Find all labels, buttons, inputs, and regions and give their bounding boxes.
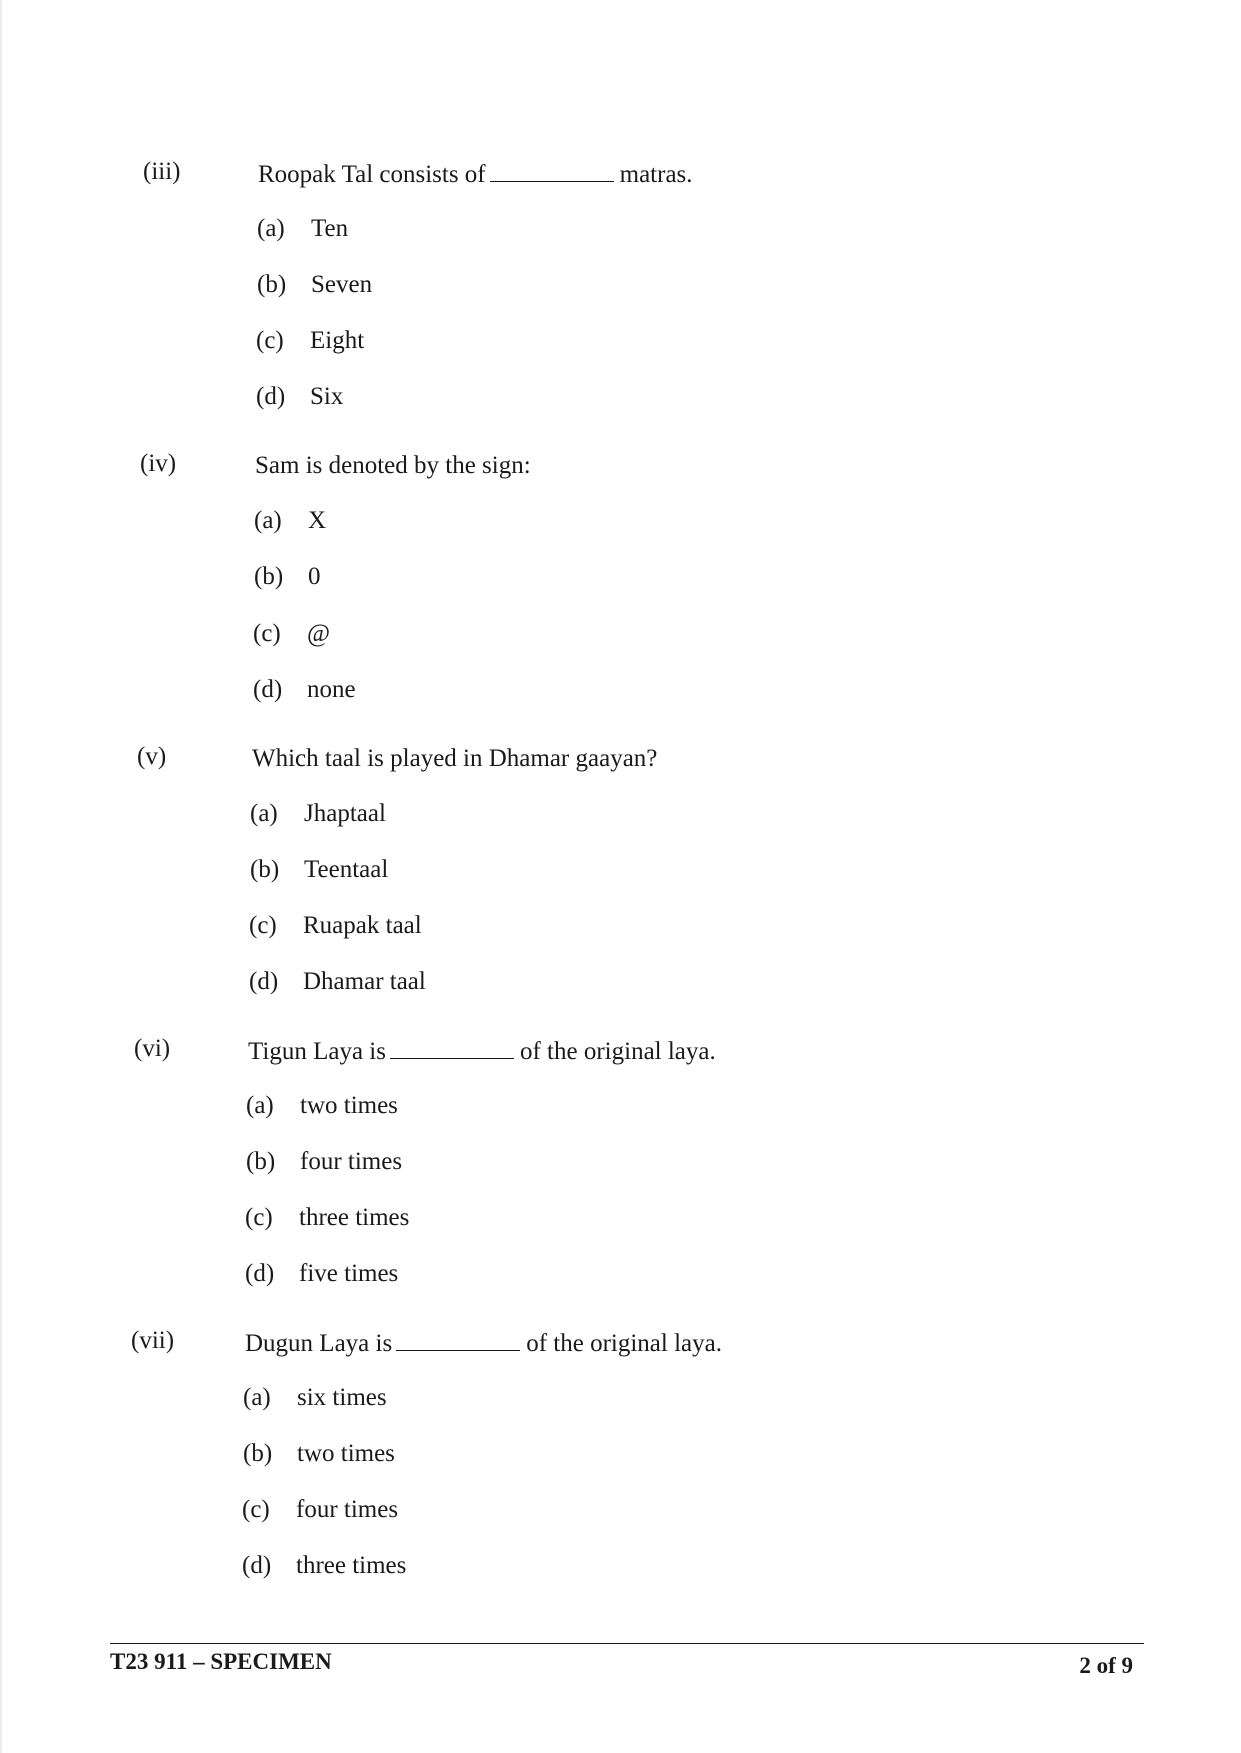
option-c: [249, 911, 422, 941]
option-c: [256, 326, 364, 356]
option-text: Ten: [311, 215, 349, 242]
question-text-after: matras.: [619, 161, 693, 188]
option-a: [250, 799, 386, 829]
option-label: (b): [243, 1440, 273, 1467]
option-text: four times: [296, 1496, 399, 1523]
option-label: (a): [254, 507, 282, 534]
option-text: five times: [299, 1260, 399, 1287]
option-text: Ruapak taal: [303, 912, 422, 939]
option-a: [254, 506, 326, 536]
question-text: [258, 159, 693, 190]
answer-blank: [390, 1036, 514, 1059]
option-b: [257, 270, 372, 300]
option-text: two times: [297, 1440, 395, 1467]
option-label: (c): [253, 620, 281, 647]
question-number: (v): [137, 743, 167, 770]
option-text: Teentaal: [304, 856, 389, 883]
option-label: (d): [256, 383, 286, 410]
option-label: (c): [256, 327, 284, 354]
option-label: (b): [254, 563, 284, 590]
option-b: [250, 855, 388, 885]
option-label: (c): [245, 1204, 273, 1231]
question-number: (vi): [134, 1035, 171, 1062]
option-text: Seven: [311, 271, 373, 298]
option-text: Jhaptaal: [304, 800, 386, 827]
option-text: four times: [300, 1148, 403, 1175]
page-edge: [0, 0, 3, 1753]
option-label: (c): [249, 912, 277, 939]
question-text-before: Dugun Laya is: [245, 1330, 393, 1357]
option-text: Six: [310, 383, 344, 410]
option-b: [254, 562, 321, 592]
option-b: [243, 1439, 395, 1469]
option-label: (a): [250, 800, 278, 827]
answer-blank: [490, 159, 614, 182]
option-label: (a): [243, 1384, 271, 1411]
question-text-before: Roopak Tal consists of: [258, 161, 486, 188]
option-text: 0: [308, 563, 321, 590]
option-text: three times: [296, 1552, 407, 1579]
option-label: (c): [242, 1496, 270, 1523]
option-text: none: [307, 676, 356, 703]
question-text: Sam is denoted by the sign:: [255, 452, 531, 479]
option-a: [246, 1091, 398, 1121]
option-d: [245, 1259, 398, 1289]
option-label: (a): [246, 1092, 274, 1119]
option-b: [246, 1147, 402, 1177]
option-a: [243, 1383, 387, 1413]
question-text-before: Tigun Laya is: [248, 1038, 386, 1065]
option-d: [249, 967, 426, 997]
option-label: (b): [257, 271, 287, 298]
option-c: [242, 1495, 398, 1525]
option-a: [257, 214, 348, 244]
question-text: [245, 1328, 722, 1359]
option-label: (b): [250, 856, 280, 883]
page-number: 2 of 9: [1079, 1653, 1133, 1678]
option-label: (d): [245, 1260, 275, 1287]
option-label: (b): [246, 1148, 276, 1175]
option-text: Eight: [310, 327, 365, 354]
option-label: (a): [257, 215, 285, 242]
option-text: @: [307, 620, 331, 647]
question-number: (vii): [131, 1327, 175, 1354]
question-text-after: of the original laya.: [519, 1038, 716, 1065]
option-c: [245, 1203, 409, 1233]
option-text: two times: [300, 1092, 398, 1119]
option-text: Dhamar taal: [303, 968, 426, 995]
question-text: [248, 1036, 716, 1067]
option-d: [256, 382, 343, 412]
question-text: Which taal is played in Dhamar gaayan?: [252, 745, 658, 772]
question-number: (iv): [140, 450, 177, 477]
option-text: three times: [299, 1204, 410, 1231]
option-text: X: [308, 507, 327, 534]
footer-rule: [110, 1643, 1144, 1644]
question-text-after: of the original laya.: [526, 1330, 722, 1357]
option-label: (d): [253, 676, 283, 703]
option-d: [242, 1551, 406, 1581]
option-c: [253, 619, 330, 649]
answer-blank: [396, 1328, 520, 1351]
question-number: (iii): [143, 158, 181, 185]
option-label: (d): [242, 1552, 272, 1579]
option-text: six times: [297, 1384, 387, 1411]
option-label: (d): [249, 968, 279, 995]
paper-code: T23 911 – SPECIMEN: [110, 1649, 332, 1674]
option-d: [253, 675, 356, 705]
